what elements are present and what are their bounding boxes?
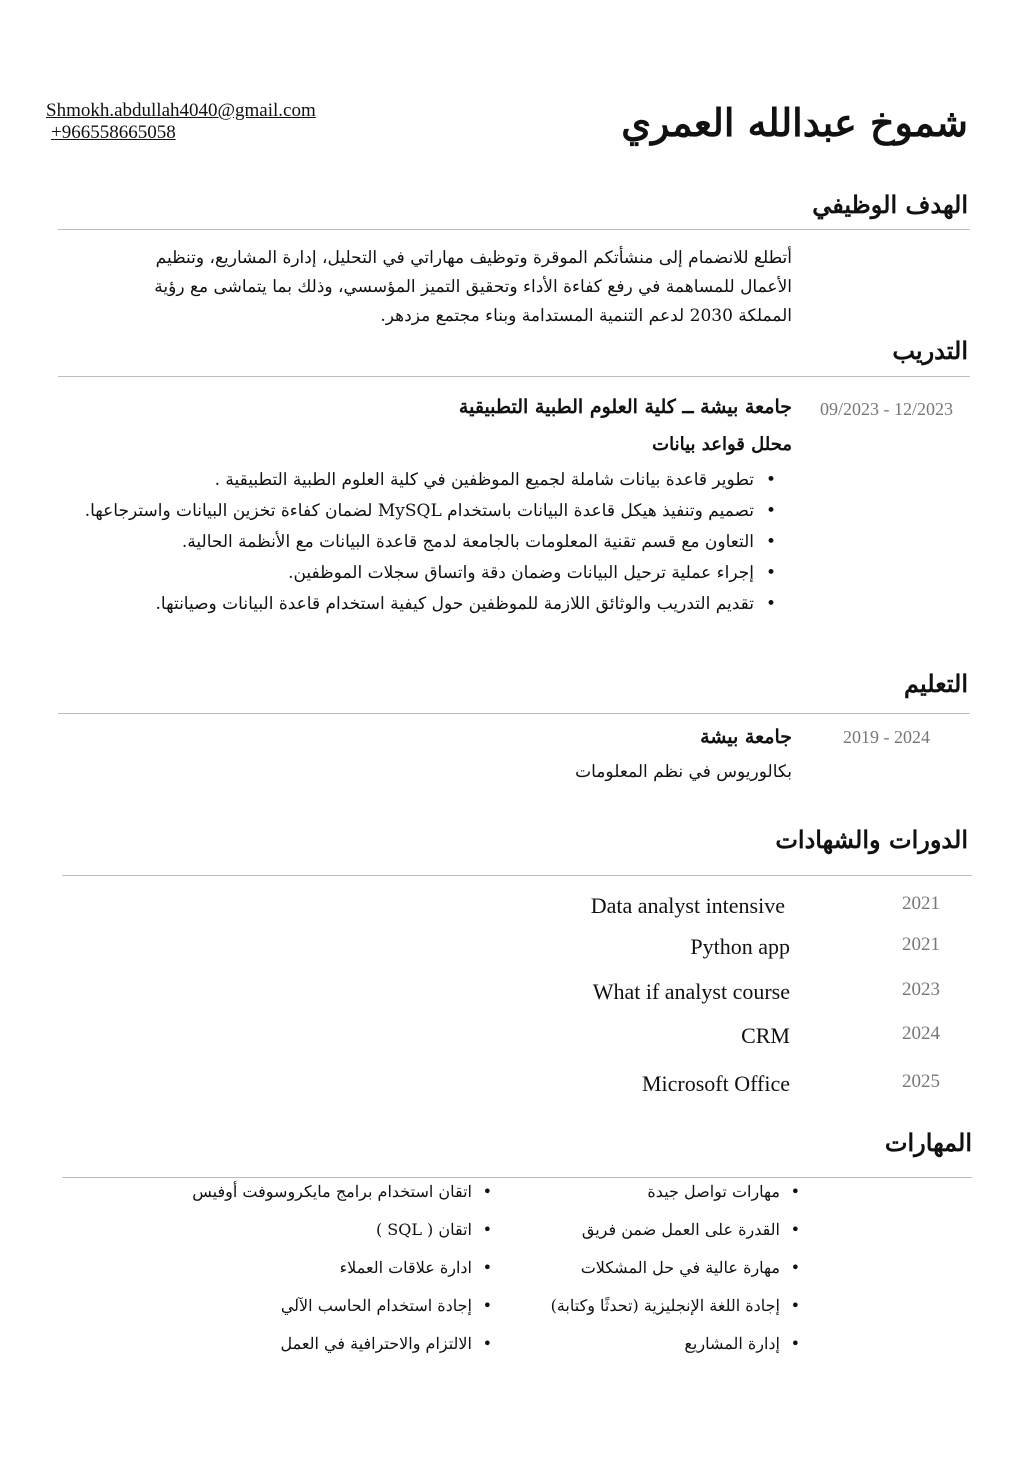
education-degree: بكالوريوس في نظم المعلومات [575,762,792,782]
course-year: 2021 [902,934,940,955]
skills-title: المهارات [884,1128,972,1157]
email-link[interactable]: Shmokh.abdullah4040@gmail.com [46,100,316,121]
training-bullets [84,465,784,620]
section-divider [62,875,972,876]
list-item [560,934,950,964]
list-item [560,893,950,923]
section-divider [58,713,970,714]
list-item: • تطوير قاعدة بيانات شاملة لجميع الموظفين في كلية العلوم الطبية التطبيقية . [84,465,784,496]
list-item: • إجادة اللغة الإنجليزية (تحدثًا وكتابة) [506,1296,806,1334]
course-year: 2024 [902,1023,940,1044]
objective-text: أتطلع للانضمام إلى منشأتكم الموقرة وتوظيف مهاراتي في التحليل، إدارة المشاريع، وتنظيم الأعمال للمساهمة في رفع كفاءة الأداء وتحقيق التميز المؤسسي، وذلك بما يتماشى مع رؤية المملكة 2030 لدعم التنمية المستدامة وبناء مجتمع مزدهر. [154,248,792,326]
list-item: • التعاون مع قسم تقنية المعلومات بالجامعة لدمج قاعدة البيانات مع الأنظمة الحالية. [84,527,784,558]
course-name: Data analyst intensive [590,893,785,918]
training-date: 09/2023 - 12/2023 [820,399,953,419]
skills-column-1 [506,1182,806,1372]
list-item: • الالتزام والاحترافية في العمل [168,1334,498,1372]
candidate-name: شموخ عبدالله العمري [621,100,968,145]
list-item: • مهارات تواصل جيدة [506,1182,806,1220]
course-year: 2023 [902,979,940,1000]
course-name: Microsoft Office [641,1071,790,1096]
section-divider [62,1177,972,1178]
list-item: • مهارة عالية في حل المشكلات [506,1258,806,1296]
training-org: جامعة بيشة ــ كلية العلوم الطبية التطبيقية [458,396,792,418]
course-year: 2021 [902,893,940,914]
list-item: • اتقان استخدام برامج مايكروسوفت أوفيس [168,1182,498,1220]
list-item: • ادارة علاقات العملاء [168,1258,498,1296]
list-item [560,979,950,1009]
list-item: • إدارة المشاريع [506,1334,806,1372]
list-item: • إجادة استخدام الحاسب الآلي [168,1296,498,1334]
course-year: 2025 [902,1071,940,1092]
training-role: محلل قواعد بيانات [652,434,792,455]
skills-column-2 [168,1182,498,1372]
course-name: What if analyst course [592,979,790,1004]
list-item: • تقديم التدريب والوثائق اللازمة للموظفين حول كيفية استخدام قاعدة البيانات وصيانتها. [84,589,784,620]
list-item: • تصميم وتنفيذ هيكل قاعدة البيانات باستخدام MySQL لضمان كفاءة تخزين البيانات واسترجاعها. [84,496,784,527]
education-date: 2019 - 2024 [843,727,930,747]
list-item [560,1023,950,1053]
phone-link[interactable]: +966558665058 [51,122,176,143]
training-title: التدريب [892,336,968,365]
course-name: CRM [741,1023,790,1048]
objective-title: الهدف الوظيفي [812,190,968,219]
education-school: جامعة بيشة [700,726,792,748]
education-title: التعليم [904,669,968,698]
section-divider [58,229,970,230]
list-item: • اتقان ( SQL ) [168,1220,498,1258]
section-divider [58,376,970,377]
contact-block [46,100,316,144]
list-item: • القدرة على العمل ضمن فريق [506,1220,806,1258]
list-item [560,1071,950,1101]
courses-title: الدورات والشهادات [775,825,968,854]
list-item: • إجراء عملية ترحيل البيانات وضمان دقة واتساق سجلات الموظفين. [84,558,784,589]
course-name: Python app [690,934,790,959]
